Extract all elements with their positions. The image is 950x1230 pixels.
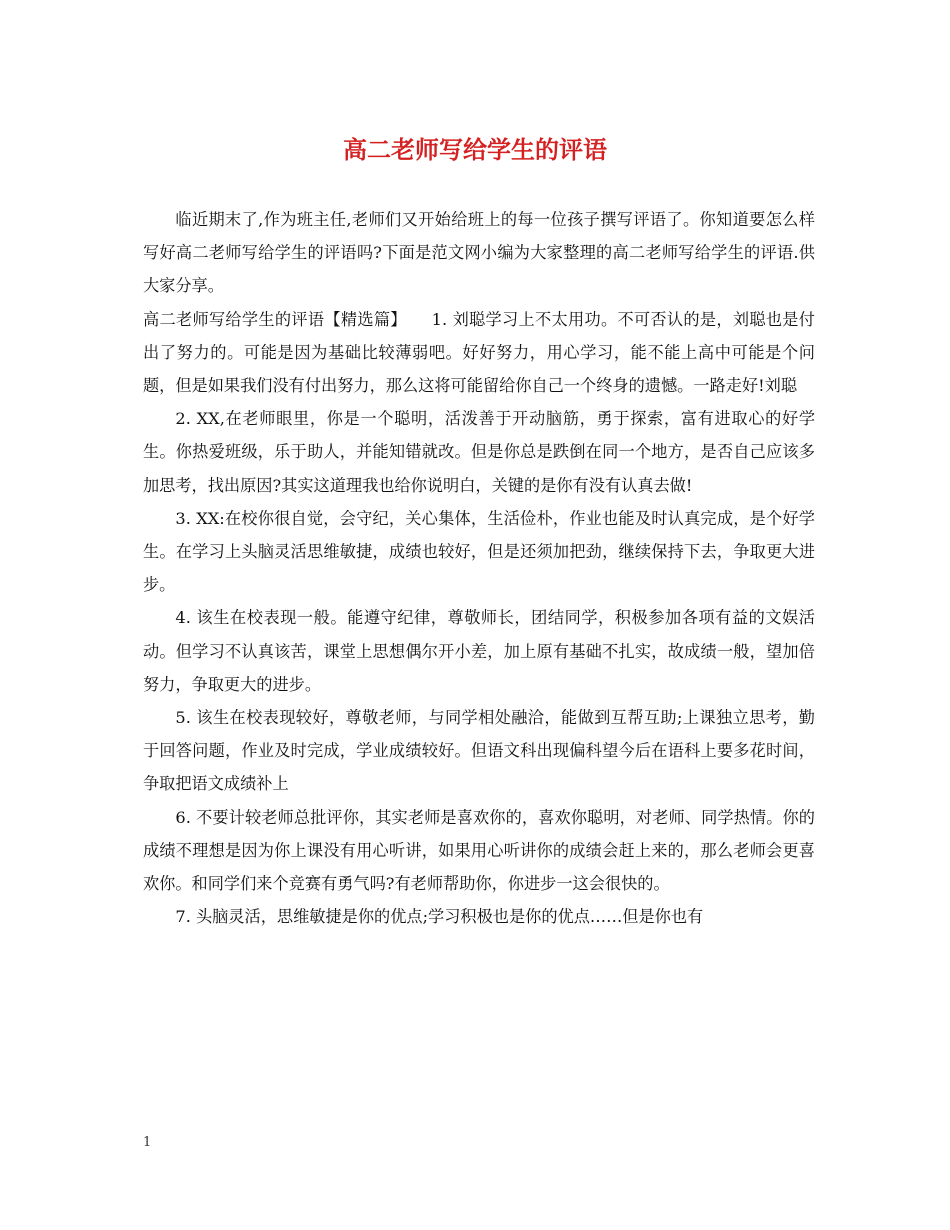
- comment-paragraph-5: 5. 该生在校表现较好，尊敬老师，与同学相处融洽，能做到互帮互助;上课独立思考，勤于回答问题，作业及时完成，学业成绩较好。但语文科出现偏科望今后在语科上要多花时间，争取把语文成绩补上: [143, 708, 815, 794]
- page-number: 1: [143, 1135, 152, 1150]
- document-title: 高二老师写给学生的评语: [343, 135, 607, 164]
- intro-paragraph: 临近期末了,作为班主任,老师们又开始给班上的每一位孩子撰写评语了。你知道要怎么样写好高二老师写给学生的评语吗?下面是范文网小编为大家整理的高二老师写给学生的评语.供大家分享。: [143, 210, 815, 296]
- comment-paragraph-1: 高二老师写给学生的评语【精选篇】 1. 刘聪学习上不太用功。不可否认的是，刘聪也是付出了努力的。可能是因为基础比较薄弱吧。好好努力，用心学习，能不能上高中可能是个问题，但是如果我们没有付出努力，那么这将可能留给你自己一个终身的遗憾。一路走好!刘聪: [143, 309, 815, 396]
- comment-paragraph-6: 6. 不要计较老师总批评你，其实老师是喜欢你的，喜欢你聪明，对老师、同学热情。你的成绩不理想是因为你上课没有用心听讲，如果用心听讲你的成绩会赶上来的，那么老师会更喜欢你。和同学们来个竞赛有勇气吗?有老师帮助你，你进步一这会很快的。: [143, 807, 815, 894]
- comment-paragraph-3: 3. XX:在校你很自觉，会守纪，关心集体，生活俭朴，作业也能及时认真完成，是个好学生。在学习上头脑灵活思维敏捷，成绩也较好，但是还须加把劲，继续保持下去，争取更大进步。: [143, 508, 815, 595]
- comment-paragraph-7: 7. 头脑灵活，思维敏捷是你的优点;学习积极也是你的优点……但是你也有: [175, 907, 704, 927]
- comment-paragraph-2: 2. XX,在老师眼里，你是一个聪明，活泼善于开动脑筋，勇于探索，富有进取心的好学生。你热爱班级，乐于助人，并能知错就改。但是你总是跌倒在同一个地方，是否自己应该多加思考，找出原因?其实这道理我也给你说明白，关键的是你有没有认真去做!: [143, 409, 815, 495]
- comment-paragraph-4: 4. 该生在校表现一般。能遵守纪律，尊敬师长，团结同学，积极参加各项有益的文娱活动。但学习不认真该苦，课堂上思想偶尔开小差，加上原有基础不扎实，故成绩一般，望加倍努力，争取更大的进步。: [143, 608, 815, 694]
- document-body: [143, 203, 815, 933]
